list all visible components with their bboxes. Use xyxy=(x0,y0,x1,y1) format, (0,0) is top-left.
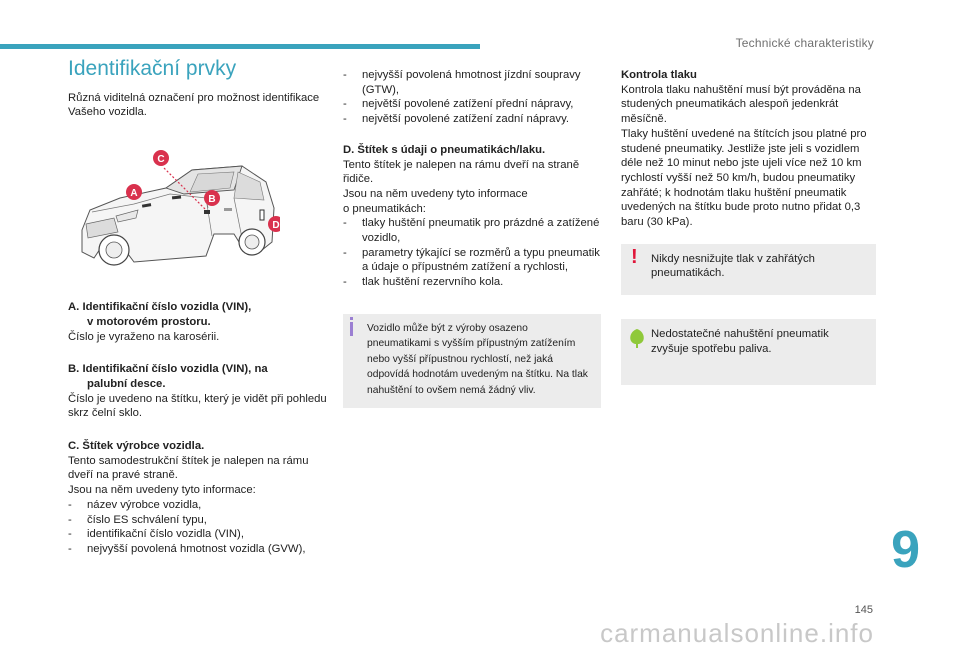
leaf-icon xyxy=(627,327,647,349)
pressure-heading: Kontrola tlaku xyxy=(621,69,697,81)
car-illustration xyxy=(74,138,280,286)
header-bar xyxy=(0,44,480,49)
page-title: Identifikační prvky xyxy=(68,57,237,80)
eco-text: Nedostatečné nahuštění pneumatik zvyšuje spotřebu paliva. xyxy=(651,328,829,355)
info-icon xyxy=(350,322,353,336)
section-b-title-1: Identifikační číslo vozidla (VIN), na xyxy=(82,363,268,376)
section-d-title: D. Štítek s údaji o pneumatikách/laku. xyxy=(343,143,546,156)
section-a xyxy=(68,300,328,344)
section-c-text-2: Jsou na něm uvedeny tyto informace: xyxy=(68,484,256,497)
warning-icon: ! xyxy=(631,245,638,268)
warning-text: Nikdy nesnižujte tlak v zahřátých pneumatikách. xyxy=(651,252,815,280)
svg-text:A: A xyxy=(130,188,138,200)
list-item: - nejvyšší povolená hmotnost jízdní soupravy (GTW), xyxy=(343,68,601,97)
section-a-title-2: v motorovém prostoru. xyxy=(87,315,211,328)
page-number: 145 xyxy=(854,604,873,616)
column-2 xyxy=(343,68,601,408)
pressure-text-2: Tlaky huštění uvedené na štítcích jsou platné pro studené pneumatiky. Jestliže jste jeli s vozidlem déle než 10 minut nebo jste ujeli více než 10 km rychlostí vyšší než 50 km/h, budou pneumatiky zahřáté; k hodnotám tlaku huštění pneumatik uvedených na štítku bude proto nutno přidat 0,3 baru (30 kPa). xyxy=(621,127,867,229)
column-1 xyxy=(68,57,328,557)
section-a-text: Číslo je vyraženo na karosérii. xyxy=(68,330,220,343)
section-title: Technické charakteristiky xyxy=(735,36,874,50)
pressure-text-1: Kontrola tlaku nahuštění musí být prováděna na studených pneumatikách alespoň jedenkrát měsíčně. xyxy=(621,83,861,126)
list-item: - název výrobce vozidla, xyxy=(68,498,328,513)
section-c-text-1: Tento samodestrukční štítek je nalepen na rámu dveří na pravé straně. xyxy=(68,454,309,482)
warning-note xyxy=(621,244,876,295)
info-icon-dot xyxy=(350,317,353,320)
section-d-text-2: Jsou na něm uvedeny tyto informace xyxy=(343,187,528,200)
svg-text:C: C xyxy=(157,154,165,166)
svg-text:D: D xyxy=(272,220,280,232)
c-continued-list xyxy=(343,68,601,127)
section-b xyxy=(68,362,328,421)
svg-text:B: B xyxy=(208,194,216,206)
intro-text: Různá viditelná označení pro možnost identifikace Vašeho vozidla. xyxy=(68,91,320,119)
chapter-number: 9 xyxy=(891,521,920,579)
watermark: carmanualsonline.info xyxy=(600,618,874,648)
section-d-text-3: o pneumatikách: xyxy=(343,202,426,215)
section-b-text: Číslo je uvedeno na štítku, který je vidět při pohledu skrz čelní sklo. xyxy=(68,392,327,420)
section-b-title-2: palubní desce. xyxy=(87,377,166,390)
info-text: Vozidlo může být z výroby osazeno pneumatikami s vyšším přípustným zatížením nebo vyšší přípustnou rychlostí, než jaká odpovídá hodnotám uvedeným na štítku. Na tlak nahuštění to ovšem nemá žádný vliv. xyxy=(367,322,588,396)
list-item: - tlak huštění rezervního kola. xyxy=(343,275,601,290)
list-item: - největší povolené zatížení zadní nápravy. xyxy=(343,112,601,127)
section-c xyxy=(68,439,328,557)
info-note xyxy=(343,314,601,409)
section-d-list xyxy=(343,216,601,290)
section-c-title: C. Štítek výrobce vozidla. xyxy=(68,440,205,453)
car-identification-figure xyxy=(74,138,280,286)
column-3 xyxy=(621,68,876,385)
section-d xyxy=(343,143,601,290)
list-item: - identifikační číslo vozidla (VIN), xyxy=(68,527,328,542)
list-item: - parametry týkající se rozměrů a typu pneumatik a údaje o přípustném zatížení a rychlosti, xyxy=(343,246,601,275)
section-c-list xyxy=(68,498,328,557)
section-d-text-1: Tento štítek je nalepen na rámu dveří na straně řidiče. xyxy=(343,158,580,186)
list-item: - číslo ES schválení typu, xyxy=(68,513,328,528)
list-item: - nejvyšší povolená hmotnost vozidla (GVW), xyxy=(68,542,328,557)
eco-note xyxy=(621,319,876,384)
list-item: - tlaky huštění pneumatik pro prázdné a zatížené vozidlo, xyxy=(343,216,601,245)
section-b-letter: B. xyxy=(68,363,80,376)
section-a-letter: A. xyxy=(68,301,80,314)
section-a-title-1: Identifikační číslo vozidla (VIN), xyxy=(82,301,252,314)
list-item: - největší povolené zatížení přední nápravy, xyxy=(343,97,601,112)
